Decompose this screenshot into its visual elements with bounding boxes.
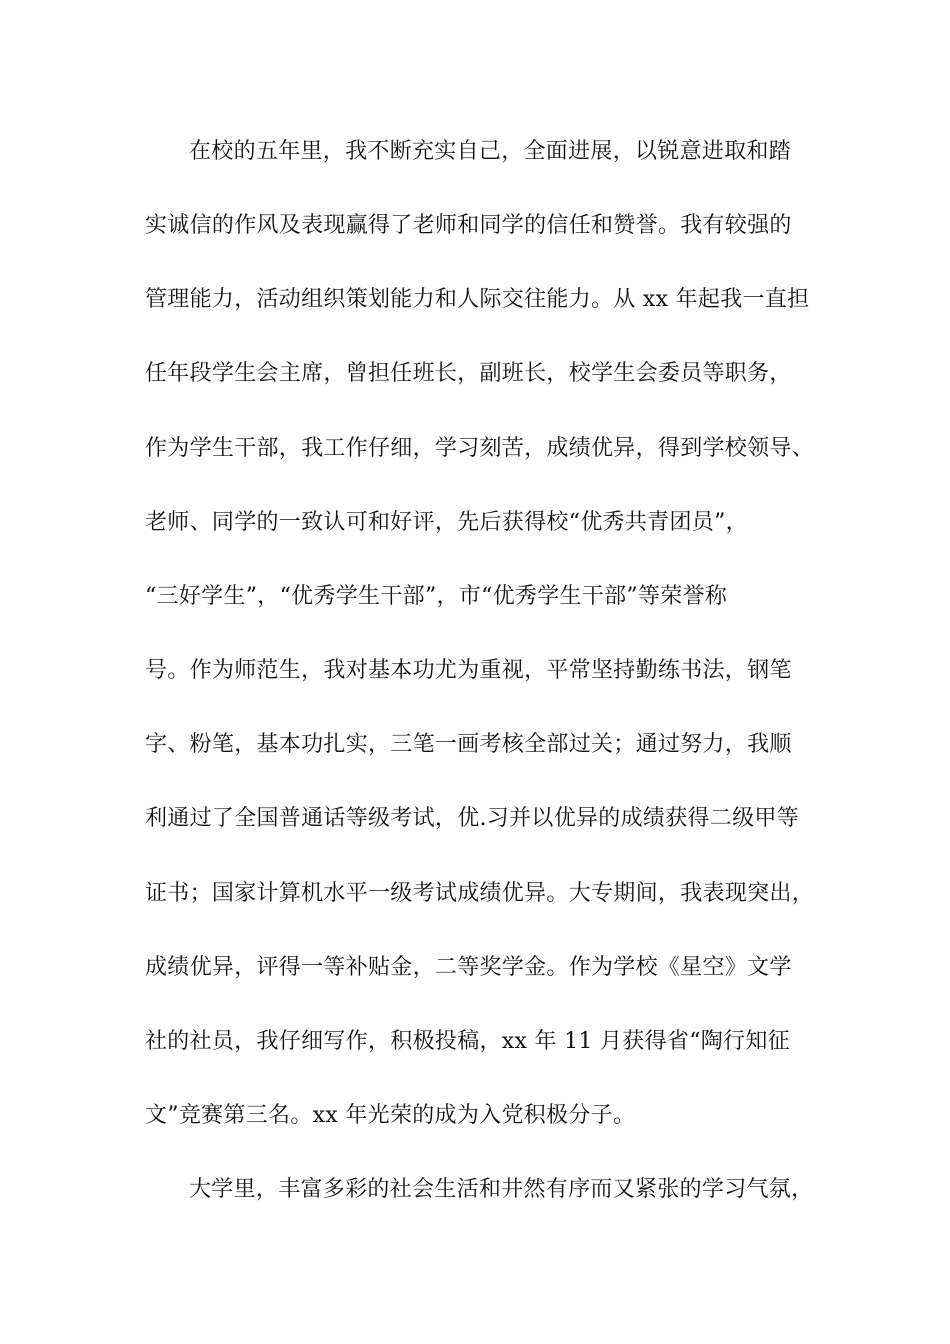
paragraph-2-line-1: 大学里，丰富多彩的社会生活和井然有序而又紧张的学习气氛，: [189, 1177, 814, 1202]
paragraph-1-line-5: 作为学生干部，我工作仔细，学习刻苦，成绩优异，得到学校领导、: [145, 436, 815, 461]
paragraph-1-line-8: 号。作为师范生，我对基本功尤为重视，平常坚持勤练书法，钢笔: [145, 658, 792, 683]
paragraph-1-line-13: 社的社员，我仔细写作，积极投稿，xx 年 11 月获得省“陶行知征: [145, 1029, 790, 1054]
paragraph-1-line-4: 任年段学生会主席，曾担任班长，副班长，校学生会委员等职务，: [145, 361, 792, 386]
paragraph-1-line-10: 利通过了全国普通话等级考试，优.习并以优异的成绩获得二级甲等: [145, 806, 799, 831]
paragraph-1-line-6: 老师、同学的一致认可和好评，先后获得校“优秀共青团员”，: [145, 510, 748, 535]
paragraph-1-line-7: “三好学生”，“优秀学生干部”，市“优秀学生干部”等荣誉称: [145, 584, 728, 609]
paragraph-1-line-14: 文”竞赛第三名。xx 年光荣的成为入党积极分子。: [145, 1103, 636, 1128]
paragraph-1-line-1: 在校的五年里，我不断充实自己，全面进展，以锐意进取和踏: [189, 139, 792, 164]
paragraph-1-line-11: 证书；国家计算机水平一级考试成绩优异。大专期间，我表现突出，: [145, 881, 815, 906]
paragraph-1-line-9: 字、粉笔，基本功扎实，三笔一画考核全部过关；通过努力，我顺: [145, 732, 792, 757]
paragraph-1-line-2: 实诚信的作风及表现赢得了老师和同学的信任和赞誉。我有较强的: [145, 213, 792, 238]
paragraph-1-line-12: 成绩优异，评得一等补贴金，二等奖学金。作为学校《星空》文学: [145, 955, 792, 980]
paragraph-1-line-3: 管理能力，活动组织策划能力和人际交往能力。从 xx 年起我一直担: [145, 287, 810, 312]
